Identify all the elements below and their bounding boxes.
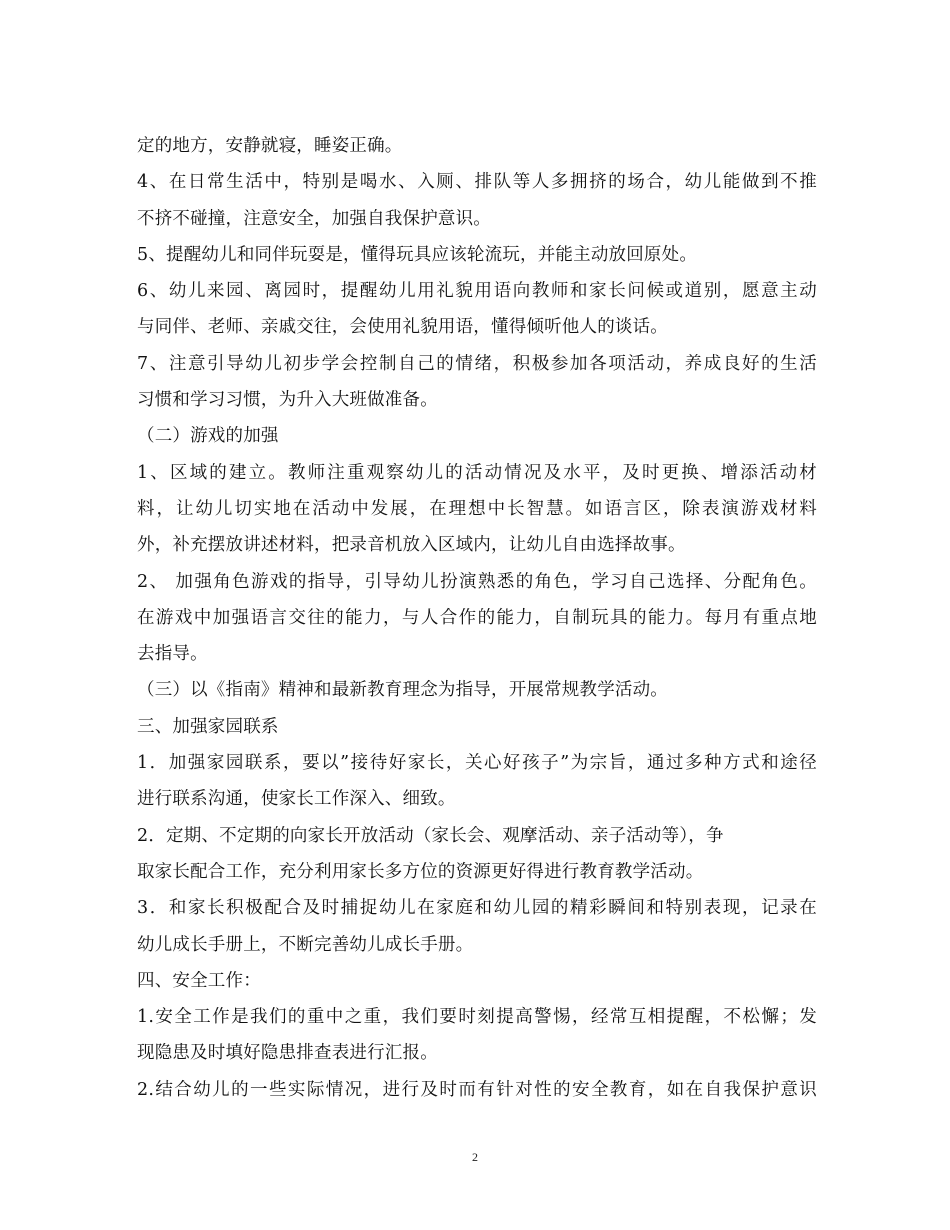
text-line: 1．加强家园联系，要以”接待好家长，关心好孩子”为宗旨，通过多种方式和途径 bbox=[137, 753, 817, 774]
text-line: 与同伴、老师、亲戚交往，会使用礼貌用语，懂得倾听他人的谈话。 bbox=[137, 317, 668, 338]
text-line: 2．定期、不定期的向家长开放活动（家长会、观摩活动、亲子活动等），争 bbox=[137, 825, 724, 846]
text-line: 习惯和学习习惯，为升入大班做准备。 bbox=[137, 390, 438, 411]
text-line: 在游戏中加强语言交往的能力，与人合作的能力，自制玩具的能力。每月有重点地 bbox=[137, 607, 817, 628]
text-line: 幼儿成长手册上，不断完善幼儿成长手册。 bbox=[137, 934, 474, 955]
text-line: 3．和家长积极配合及时捕捉幼儿在家庭和幼儿园的精彩瞬间和特别表现，记录在 bbox=[137, 898, 817, 919]
section-heading: （三）以《指南》精神和最新教育理念为指导，开展常规教学活动。 bbox=[137, 680, 668, 701]
text-line: 5、提醒幼儿和同伴玩耍是，懂得玩具应该轮流玩，并能主动放回原处。 bbox=[137, 244, 698, 265]
text-line: 2.结合幼儿的一些实际情况，进行及时而有针对性的安全教育，如在自我保护意识 bbox=[137, 1079, 817, 1100]
text-line: 料，让幼儿切实地在活动中发展，在理想中长智慧。如语言区，除表演游戏材料 bbox=[137, 498, 817, 519]
text-line: 进行联系沟通，使家长工作深入、细致。 bbox=[137, 789, 456, 810]
text-line: 1.安全工作是我们的重中之重，我们要时刻提高警惕，经常互相提醒，不松懈；发 bbox=[137, 1007, 817, 1028]
text-line: 去指导。 bbox=[137, 644, 208, 665]
text-line: 6、幼儿来园、离园时，提醒幼儿用礼貌用语向教师和家长问候或道别，愿意主动 bbox=[137, 281, 817, 302]
text-line: 2、 加强角色游戏的指导，引导幼儿扮演熟悉的角色，学习自己选择、分配角色。 bbox=[137, 571, 817, 592]
text-line: 现隐患及时填好隐患排查表进行汇报。 bbox=[137, 1043, 438, 1064]
section-heading: （二）游戏的加强 bbox=[137, 426, 279, 447]
document-body bbox=[137, 128, 817, 1108]
text-line: 7、注意引导幼儿初步学会控制自己的情绪，积极参加各项活动，养成良好的生活 bbox=[137, 353, 817, 374]
text-line: 定的地方，安静就寝，睡姿正确。 bbox=[137, 136, 403, 156]
text-line: 取家长配合工作，充分利用家长多方位的资源更好得进行教育教学活动。 bbox=[137, 861, 704, 882]
text-line: 4、在日常生活中，特别是喝水、入厕、排队等人多拥挤的场合，幼儿能做到不推 bbox=[137, 172, 817, 193]
text-line: 外，补充摆放讲述材料，把录音机放入区域内，让幼儿自由选择故事。 bbox=[137, 535, 686, 556]
section-heading: 三、加强家园联系 bbox=[137, 716, 279, 737]
section-heading: 四、安全工作： bbox=[137, 970, 261, 991]
text-line: 1、区域的建立。教师注重观察幼儿的活动情况及水平，及时更换、增添活动材 bbox=[137, 462, 817, 483]
text-line: 不挤不碰撞，注意安全，加强自我保护意识。 bbox=[137, 208, 491, 229]
page-number: 2 bbox=[472, 1150, 478, 1164]
